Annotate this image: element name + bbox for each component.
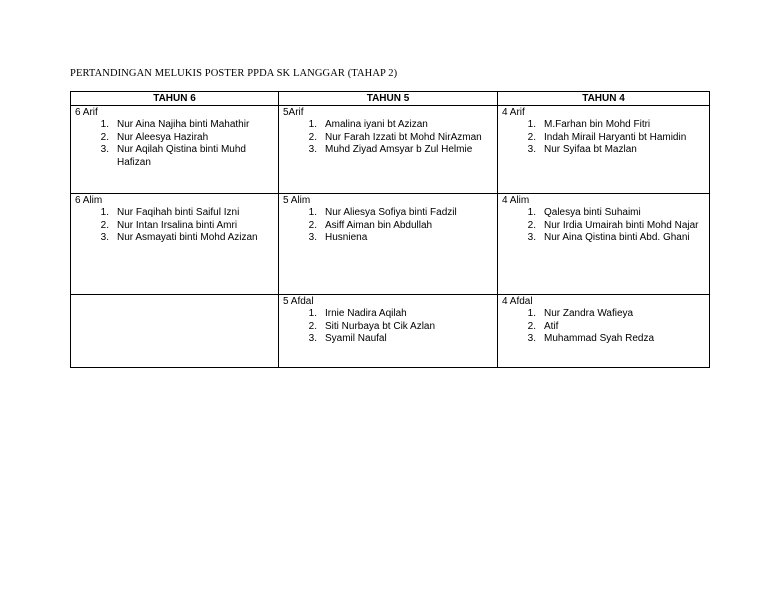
header-tahun-4: TAHUN 4 <box>498 92 710 106</box>
class-label: 4 Afdal <box>502 296 533 307</box>
list-item: 3. Syamil Naufal <box>279 333 497 346</box>
name-list <box>71 119 278 169</box>
student-name: Nur Irdia Umairah binti Mohd Najar <box>544 219 699 231</box>
list-item: 2. Atif <box>498 321 709 334</box>
list-item: 3. Nur Syifaa bt Mazlan <box>498 144 709 157</box>
name-list <box>279 119 497 157</box>
list-item: 3. Muhd Ziyad Amsyar b Zul Helmie <box>279 144 497 157</box>
table-cell <box>498 106 710 194</box>
list-item: 1. M.Farhan bin Mohd Fitri <box>498 119 709 132</box>
table-cell <box>279 106 498 194</box>
document-title: PERTANDINGAN MELUKIS POSTER PPDA SK LANGGAR (TAHAP 2) <box>70 68 398 79</box>
list-item: 1. Irnie Nadira Aqilah <box>279 308 497 321</box>
class-label: 4 Alim <box>502 195 530 206</box>
name-list <box>279 207 497 245</box>
student-name: Asiff Aiman bin Abdullah <box>325 219 433 231</box>
table-row <box>71 106 710 194</box>
table-cell <box>498 194 710 295</box>
student-name: Nur Aliesya Sofiya binti Fadzil <box>325 207 457 218</box>
student-name: Muhd Ziyad Amsyar b Zul Helmie <box>325 144 473 155</box>
table-cell <box>498 295 710 368</box>
table-cell-empty <box>71 295 279 368</box>
student-name: Husniena <box>325 232 368 243</box>
student-name: Irnie Nadira Aqilah <box>325 308 407 319</box>
student-name: M.Farhan bin Mohd Fitri <box>544 119 651 130</box>
name-list <box>279 308 497 346</box>
name-list <box>498 308 709 346</box>
student-name: Nur Intan Irsalina binti Amri <box>117 219 238 231</box>
name-list <box>498 207 709 245</box>
student-name: Nur Aina Qistina binti Abd. Ghani <box>544 232 690 243</box>
header-tahun-6: TAHUN 6 <box>71 92 279 106</box>
class-label: 6 Arif <box>75 107 98 118</box>
table-row <box>71 194 710 295</box>
list-item: 3. Husniena <box>279 232 497 245</box>
student-name: Syamil Naufal <box>325 333 387 344</box>
class-label: 6 Alim <box>75 195 103 206</box>
list-item: 1. Nur Aliesya Sofiya binti Fadzil <box>279 207 497 220</box>
list-item: 2. Asiff Aiman bin Abdullah <box>279 220 497 233</box>
table-cell <box>279 295 498 368</box>
name-list <box>71 207 278 245</box>
table-cell <box>71 194 279 295</box>
student-name: Nur Farah Izzati bt Mohd NirAzman <box>325 131 482 143</box>
winners-table <box>70 91 710 368</box>
student-name: Siti Nurbaya bt Cik Azlan <box>325 320 436 332</box>
list-item: 2. Nur Aleesya Hazirah <box>71 132 278 145</box>
table-row <box>71 295 710 368</box>
student-name: Nur Faqihah binti Saiful Izni <box>117 207 240 218</box>
list-item: 1. Nur Aina Najiha binti Mahathir <box>71 119 278 132</box>
student-name: Nur Asmayati binti Mohd Azizan <box>117 232 258 243</box>
name-list <box>498 119 709 157</box>
list-item: 3. Nur Aqilah Qistina binti Muhd Hafizan <box>71 144 278 169</box>
header-row <box>71 92 710 106</box>
list-item: 1. Amalina iyani bt Azizan <box>279 119 497 132</box>
header-tahun-5: TAHUN 5 <box>279 92 498 106</box>
list-item: 3. Nur Aina Qistina binti Abd. Ghani <box>498 232 709 245</box>
class-label: 5 Alim <box>283 195 311 206</box>
student-name: Amalina iyani bt Azizan <box>325 119 428 130</box>
class-label: 4 Arif <box>502 107 525 118</box>
class-label <box>71 295 278 296</box>
student-name: Nur Syifaa bt Mazlan <box>544 144 637 155</box>
student-name: Nur Aqilah Qistina binti Muhd Hafizan <box>117 144 246 168</box>
list-item: 2. Nur Irdia Umairah binti Mohd Najar <box>498 220 709 233</box>
list-item: 1. Qalesya binti Suhaimi <box>498 207 709 220</box>
table-cell <box>71 106 279 194</box>
list-item: 1. Nur Zandra Wafieya <box>498 308 709 321</box>
student-name: Qalesya binti Suhaimi <box>544 207 641 218</box>
student-name: Muhammad Syah Redza <box>544 333 655 344</box>
list-item: 2. Nur Farah Izzati bt Mohd NirAzman <box>279 132 497 145</box>
list-item: 2. Nur Intan Irsalina binti Amri <box>71 220 278 233</box>
student-name: Nur Aleesya Hazirah <box>117 131 209 143</box>
student-name: Nur Aina Najiha binti Mahathir <box>117 119 250 130</box>
list-item: 1. Nur Faqihah binti Saiful Izni <box>71 207 278 220</box>
list-item: 3. Muhammad Syah Redza <box>498 333 709 346</box>
table-cell <box>279 194 498 295</box>
list-item: 3. Nur Asmayati binti Mohd Azizan <box>71 232 278 245</box>
class-label: 5 Afdal <box>283 296 314 307</box>
class-label: 5Arif <box>283 107 304 118</box>
list-item: 2. Indah Mirail Haryanti bt Hamidin <box>498 132 709 145</box>
student-name: Nur Zandra Wafieya <box>544 308 634 319</box>
list-item: 2. Siti Nurbaya bt Cik Azlan <box>279 321 497 334</box>
student-name: Indah Mirail Haryanti bt Hamidin <box>544 131 687 143</box>
student-name: Atif <box>544 320 559 332</box>
